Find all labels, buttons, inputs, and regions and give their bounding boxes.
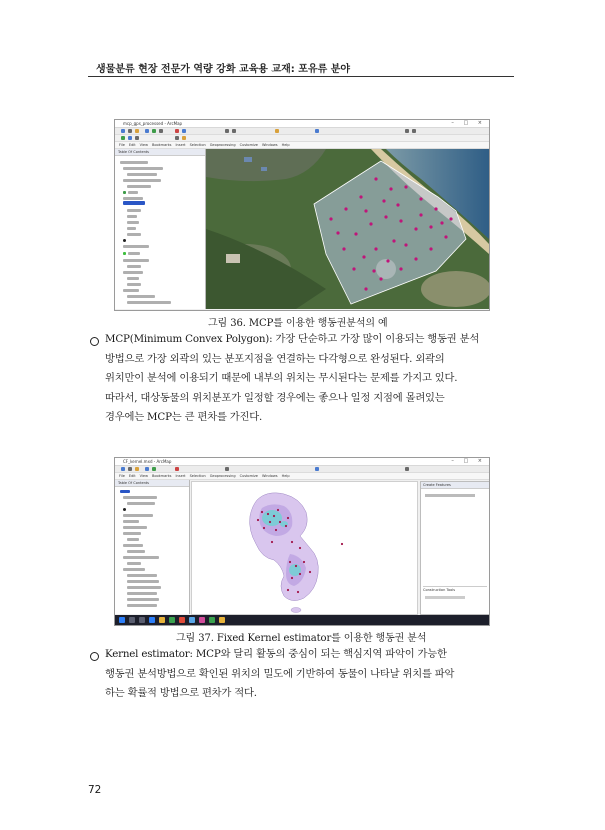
kernel-core-north — [262, 510, 282, 526]
app-icon[interactable] — [209, 617, 215, 623]
kernel-map-svg — [192, 482, 417, 614]
create-features-title: Create Features — [421, 482, 489, 489]
paragraph-line: 하는 확률적 방법으로 편차가 적다. — [105, 687, 257, 699]
menu-edit[interactable]: Edit — [128, 474, 136, 478]
chrome-icon[interactable] — [179, 617, 185, 623]
figure-36-screenshot — [114, 119, 490, 311]
menu-bookmarks[interactable]: Bookmarks — [151, 474, 172, 478]
menu-file[interactable]: File — [119, 474, 125, 478]
paragraph-line: 위치만이 분석에 이용되기 때문에 내부의 위치는 무시된다는 문제를 가지고 있다. — [105, 372, 458, 384]
mcp-map-svg — [206, 149, 489, 309]
window-titlebar — [115, 458, 489, 466]
menu-geoprocessing[interactable]: Geoprocessing — [209, 474, 236, 478]
bullet-1 — [90, 337, 99, 346]
page-number: 72 — [88, 784, 102, 796]
menu-windows[interactable]: Windows — [261, 143, 278, 147]
menu-insert[interactable]: Insert — [175, 143, 186, 147]
paragraph-line: 경우에는 MCP는 큰 편차를 가진다. — [105, 411, 263, 423]
arcmap-icon[interactable] — [169, 617, 175, 623]
menu-help[interactable]: Help — [281, 474, 290, 478]
paragraph-mcp — [105, 330, 515, 428]
construction-tools-label: Construction Tools — [423, 586, 487, 593]
windows-taskbar[interactable] — [115, 615, 489, 625]
table-of-contents[interactable] — [115, 149, 206, 309]
task-view-icon[interactable] — [139, 617, 145, 623]
menu-bookmarks[interactable]: Bookmarks — [151, 143, 172, 147]
paragraph-line: Kernel estimator: MCP와 달리 활동의 중심이 되는 핵심지역 파악이 가능한 — [105, 648, 447, 660]
toolbar-secondary[interactable] — [115, 135, 489, 142]
header-rule — [88, 76, 514, 77]
menu-view[interactable]: View — [139, 474, 148, 478]
search-icon[interactable] — [129, 617, 135, 623]
create-features-panel[interactable] — [420, 481, 490, 615]
paragraph-line: MCP(Minimum Convex Polygon): 가장 단순하고 가장 많이 이용되는 행동권 분석 — [105, 333, 480, 345]
window-controls[interactable]: – □ × — [451, 458, 486, 464]
toc-title: Table Of Contents — [115, 149, 205, 156]
window-title: mcp_gps_processed - ArcMap — [123, 121, 183, 126]
figure-37-screenshot — [114, 457, 490, 626]
app-icon[interactable] — [199, 617, 205, 623]
table-of-contents[interactable] — [115, 480, 190, 614]
window-controls[interactable]: – □ × — [451, 120, 486, 126]
explorer-icon[interactable] — [159, 617, 165, 623]
toolbar[interactable] — [115, 128, 489, 135]
menu-view[interactable]: View — [139, 143, 148, 147]
menu-geoprocessing[interactable]: Geoprocessing — [209, 143, 236, 147]
menu-customize[interactable]: Customize — [239, 143, 258, 147]
menu-bar[interactable] — [115, 142, 489, 149]
menu-bar[interactable] — [115, 473, 489, 480]
app-icon[interactable] — [189, 617, 195, 623]
paragraph-line: 행동권 분석방법으로 확인된 위치의 밀도에 기반하여 동물이 나타날 위치를 파악 — [105, 667, 455, 680]
window-titlebar — [115, 120, 489, 128]
menu-insert[interactable]: Insert — [175, 474, 186, 478]
edge-icon[interactable] — [149, 617, 155, 623]
paragraph-line: 따라서, 대상동물의 위치분포가 일정할 경우에는 좋으나 일정 지점에 몰려있는 — [105, 391, 445, 404]
running-header: 생물분류 현장 전문가 역량 강화 교육용 교재: 포유류 분야 — [96, 64, 351, 75]
kernel-map[interactable] — [191, 481, 418, 615]
menu-windows[interactable]: Windows — [261, 474, 278, 478]
menu-edit[interactable]: Edit — [128, 143, 136, 147]
paragraph-line: 방법으로 가장 외곽의 있는 분포지점을 연결하는 다각형으로 완성된다. 외곽의 — [105, 352, 445, 365]
toolbar[interactable] — [115, 466, 489, 473]
menu-selection[interactable]: Selection — [189, 143, 206, 147]
menu-selection[interactable]: Selection — [189, 474, 206, 478]
figure-37-caption: 그림 37. Fixed Kernel estimator를 이용한 행동권 분석 — [176, 633, 427, 644]
satellite-map[interactable] — [206, 149, 489, 309]
menu-file[interactable]: File — [119, 143, 125, 147]
bullet-2 — [90, 652, 99, 661]
toc-title: Table Of Contents — [115, 480, 189, 487]
start-icon[interactable] — [119, 617, 125, 623]
paragraph-kernel — [105, 645, 515, 704]
window-title: CF_kernel.mxd - ArcMap — [123, 459, 172, 464]
figure-36-caption: 그림 36. MCP를 이용한 행동권분석의 예 — [208, 318, 388, 329]
menu-customize[interactable]: Customize — [239, 474, 258, 478]
app-icon[interactable] — [219, 617, 225, 623]
menu-help[interactable]: Help — [281, 143, 290, 147]
